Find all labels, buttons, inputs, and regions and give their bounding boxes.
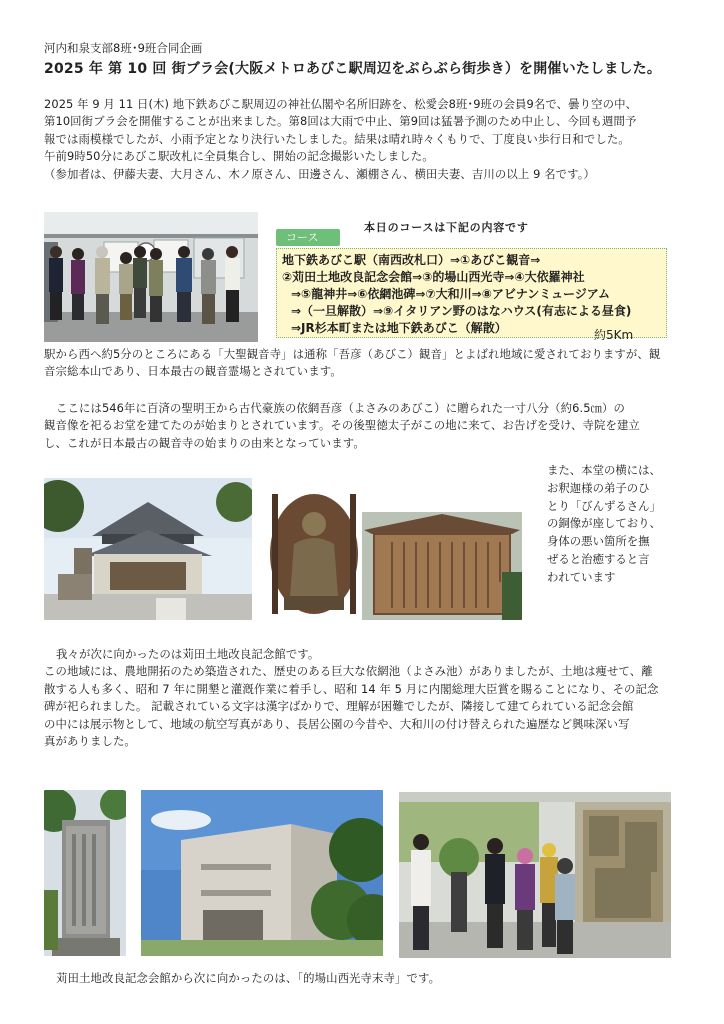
binzuru-statue-photo bbox=[268, 492, 360, 620]
note-line: とり「びんずるさん」 bbox=[547, 498, 661, 513]
note-line: お釈迦様の弟子のひ bbox=[547, 480, 650, 495]
body-line: の中には展示物として、地域の航空写真があり、長居公園の今昔や、大和川の付け替えられた遍歴など興味深い写 bbox=[44, 716, 630, 731]
note-line: また、本堂の横には、 bbox=[547, 463, 661, 477]
body-paragraph-abiko bbox=[44, 346, 660, 381]
note-line: の銅像が座しており、 bbox=[547, 516, 661, 531]
body-line: し、これが日本最古の観音寺の始まりの由来となっています。 bbox=[44, 435, 365, 450]
note-line: 身体の悪い箇所を撫 bbox=[547, 534, 650, 549]
course-heading: 本日のコースは下記の内容です bbox=[364, 221, 529, 234]
body-line: 真がありました。 bbox=[44, 734, 136, 749]
intro-paragraph bbox=[44, 96, 637, 183]
course-line: 地下鉄あびこ駅（南西改札口）⇒①あびこ観音⇒ bbox=[282, 253, 541, 267]
course-line: ②苅田土地改良記念会館⇒③的場山西光寺⇒④大依羅神社 bbox=[282, 270, 585, 284]
body-line: 碑が祀られました。 記載されている文字は漢字ばかりで、理解が困難でしたが、隣接して建てられている記念会館 bbox=[44, 699, 634, 714]
course-line: ⇒JR杉本町または地下鉄あびこ（解散） bbox=[291, 321, 507, 335]
body-paragraph-kanda bbox=[44, 646, 659, 750]
intro-line: 報では雨模様でしたが、小雨予定となり決行いたしました。結果は晴れ時々くもりで、丁度良い歩行日和でした。 bbox=[44, 131, 630, 146]
body-line: 音宗総本山であり、日本最古の観音霊場とされています。 bbox=[44, 364, 342, 379]
body-line: 駅から西へ約5分のところにある「大聖観音寺」は通称「吾彦（あびこ）観音」とよばれ地域に愛されておりますが、観 bbox=[44, 347, 661, 361]
body-line: 観音像を祀るお堂を建てたのが始まりとされています。その後聖徳太子がこの地に来て、お告げを受け、寺院を建立 bbox=[44, 418, 640, 433]
intro-line: （参加者は、伊藤夫妻、大月さん、木ノ原さん、田邊さん、瀬棚さん、横田夫妻、吉川の以上 9 名です。） bbox=[44, 166, 595, 181]
exhibit-photo bbox=[399, 792, 671, 958]
subtitle: 河内和泉支部8班･9班合同企画 bbox=[44, 41, 203, 55]
body-paragraph-origin bbox=[44, 400, 640, 452]
course-distance: 約5Km bbox=[594, 328, 634, 342]
intro-line: 2025 年 9 月 11 日(木) 地下鉄あびこ駅周辺の神社仏閣や名所旧跡を、松愛会8班･9班の会員9名で、曇り空の中、 bbox=[44, 97, 638, 111]
temple-photo bbox=[44, 478, 252, 620]
intro-line: 第10回街ブラ会を開催することが出来ました。第8回は大雨で中止、第9回は猛暑予測のため中止し、今回も週間予 bbox=[44, 114, 637, 129]
course-line: ⇒（一旦解散）⇒⑨イタリアン野のはなハウス(有志による昼食) bbox=[291, 304, 632, 318]
temple-sign-photo bbox=[362, 512, 522, 620]
group-photo bbox=[44, 212, 258, 342]
course-tag: コース bbox=[276, 229, 340, 246]
monument-photo bbox=[44, 790, 126, 956]
course-box bbox=[276, 248, 667, 338]
body-line: 我々が次に向かったのは苅田土地改良記念館です。 bbox=[56, 647, 320, 661]
intro-line: 午前9時50分にあびこ駅改札に全員集合し、開始の記念撮影いたしました。 bbox=[44, 149, 434, 164]
note-line: われています bbox=[547, 569, 616, 584]
page-title: 2025 年 第 10 回 街ブラ会(大阪メトロあびこ駅周辺をぶらぶら街歩き）を開催いたしました。 bbox=[44, 61, 662, 77]
memorial-hall-photo bbox=[141, 790, 383, 956]
body-line: 散する人も多く、昭和 7 年に開墾と灌漑作業に着手し、昭和 14 年 5 月に内閣総理大臣賞を賜ることになり、その記念 bbox=[44, 681, 659, 696]
course-line: ⇒⑤龍神井⇒⑥依網池碑⇒⑦大和川⇒⑧アビナンミュージアム bbox=[291, 287, 610, 301]
binzuru-note bbox=[547, 462, 661, 587]
footer-note: 苅田土地改良記念会館から次に向かったのは、「的場山西光寺末寺」です。 bbox=[56, 971, 441, 985]
body-line: ここには546年に百済の聖明王から古代豪族の依網吾彦（よさみのあびこ）に贈られた一寸八分（約6.5㎝）の bbox=[56, 401, 626, 415]
note-line: ぜると治癒すると言 bbox=[547, 551, 650, 566]
body-line: この地域には、農地開拓のため築造された、歴史のある巨大な依網池（よさみ池）がありましたが、土地は痩せて、離 bbox=[44, 664, 653, 679]
